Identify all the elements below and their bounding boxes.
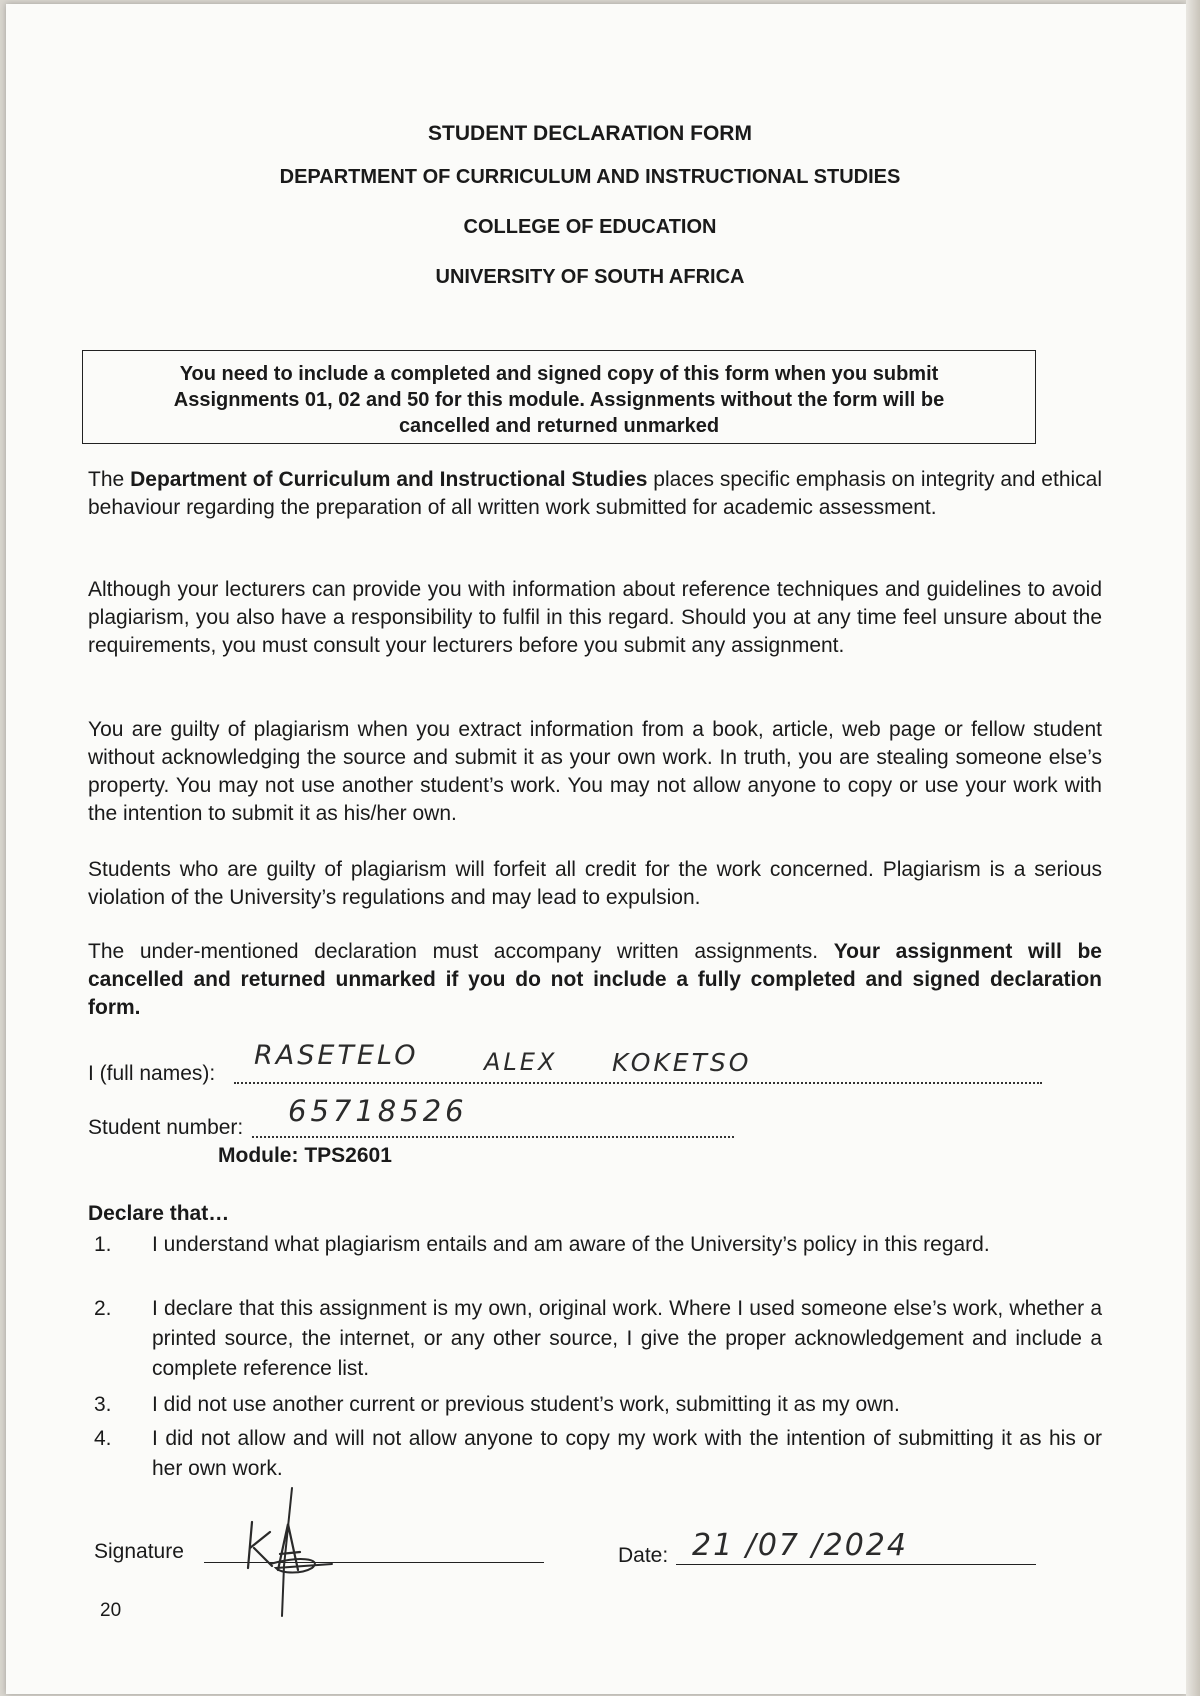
signature-label: Signature: [94, 1540, 184, 1563]
university-heading: UNIVERSITY OF SOUTH AFRICA: [435, 266, 745, 288]
module-code: Module: TPS2601: [218, 1144, 392, 1167]
college-heading: COLLEGE OF EDUCATION: [463, 216, 717, 238]
p1-start: The: [88, 468, 131, 491]
form-title: STUDENT DECLARATION FORM: [428, 122, 752, 145]
item-number: 4.: [94, 1427, 112, 1450]
full-names-label: I (full names):: [88, 1062, 216, 1085]
date-line: [676, 1564, 1036, 1565]
item-number: 2.: [94, 1297, 112, 1320]
item-text: I declare that this assignment is my own, original work. Where I used someone else’s work, whether a printed source, the internet, or any other source, I give the proper acknowledgement and include a complete reference list.: [152, 1297, 1102, 1380]
handwritten-signature: [236, 1482, 356, 1622]
handwritten-student-number: 65718526: [288, 1094, 468, 1128]
item-number: 1.: [94, 1233, 112, 1256]
student-number-label: Student number:: [88, 1116, 244, 1139]
date-label: Date:: [618, 1544, 669, 1567]
declare-heading: Declare that…: [88, 1202, 230, 1225]
document-page: [6, 4, 1186, 1694]
intro-paragraph-1: [88, 466, 1102, 522]
item-text: I understand what plagiarism entails and am aware of the University’s policy in this regard.: [152, 1233, 990, 1256]
submission-notice-text: You need to include a completed and signed copy of this form when you submit Assignments 01, 02 and 50 for this module. Assignments without the form will be cancelled and returned unmarked: [173, 363, 945, 437]
item-text: I did not use another current or previous student’s work, submitting it as my own.: [152, 1393, 900, 1416]
full-names-dotted-line: [234, 1082, 1042, 1084]
submission-notice-box: [82, 350, 1036, 444]
handwritten-date: 21 /07 /2024: [692, 1528, 908, 1563]
intro-paragraph-2: Although your lecturers can provide you with information about reference techniques and guidelines to avoid plagiarism, you also have a responsibility to fulfil in this regard. Should you at any time feel unsure about the requirements, you must consult your lecturers before you submit any assignment.: [88, 578, 1102, 657]
penalty-paragraph: Students who are guilty of plagiarism will forfeit all credit for the work concerned. Plagiarism is a serious violation of the University’s regulations and may lead to expulsion.: [88, 858, 1102, 909]
p1-rest: places specific emphasis on integrity and ethical behaviour regarding the preparation of all written work submitted for academic assessment.: [88, 468, 1103, 519]
page-number: 20: [100, 1600, 122, 1621]
student-number-dotted-line: [252, 1136, 734, 1138]
handwritten-middle-name: ALEX: [484, 1048, 558, 1076]
declaration-requirement-paragraph: [88, 938, 1102, 1022]
department-heading: DEPARTMENT OF CURRICULUM AND INSTRUCTIONAL STUDIES: [279, 166, 901, 188]
item-text: I did not allow and will not allow anyone to copy my work with the intention of submitting it as his or her own work.: [152, 1427, 1102, 1480]
p1-department-name: Department of Curriculum and Instructional Studies: [130, 468, 648, 491]
handwritten-surname: KOKETSO: [612, 1048, 752, 1077]
handwritten-first-name: RASETELO: [254, 1040, 419, 1071]
p5-warning: Your assignment will be cancelled and returned unmarked if you do not include a fully completed and signed declaration form.: [88, 940, 1102, 1019]
page-edge-shadow: [1186, 0, 1200, 1696]
plagiarism-definition-paragraph: You are guilty of plagiarism when you extract information from a book, article, web page or fellow student without acknowledging the source and submit it as your own work. In truth, you are stealing someone else’s property. You may not use another student’s work. You may not allow anyone to copy or use your work with the intention to submit it as his/her own.: [88, 718, 1102, 825]
p5-start: The under-mentioned declaration must accompany written assignments.: [88, 940, 834, 963]
item-number: 3.: [94, 1393, 112, 1416]
